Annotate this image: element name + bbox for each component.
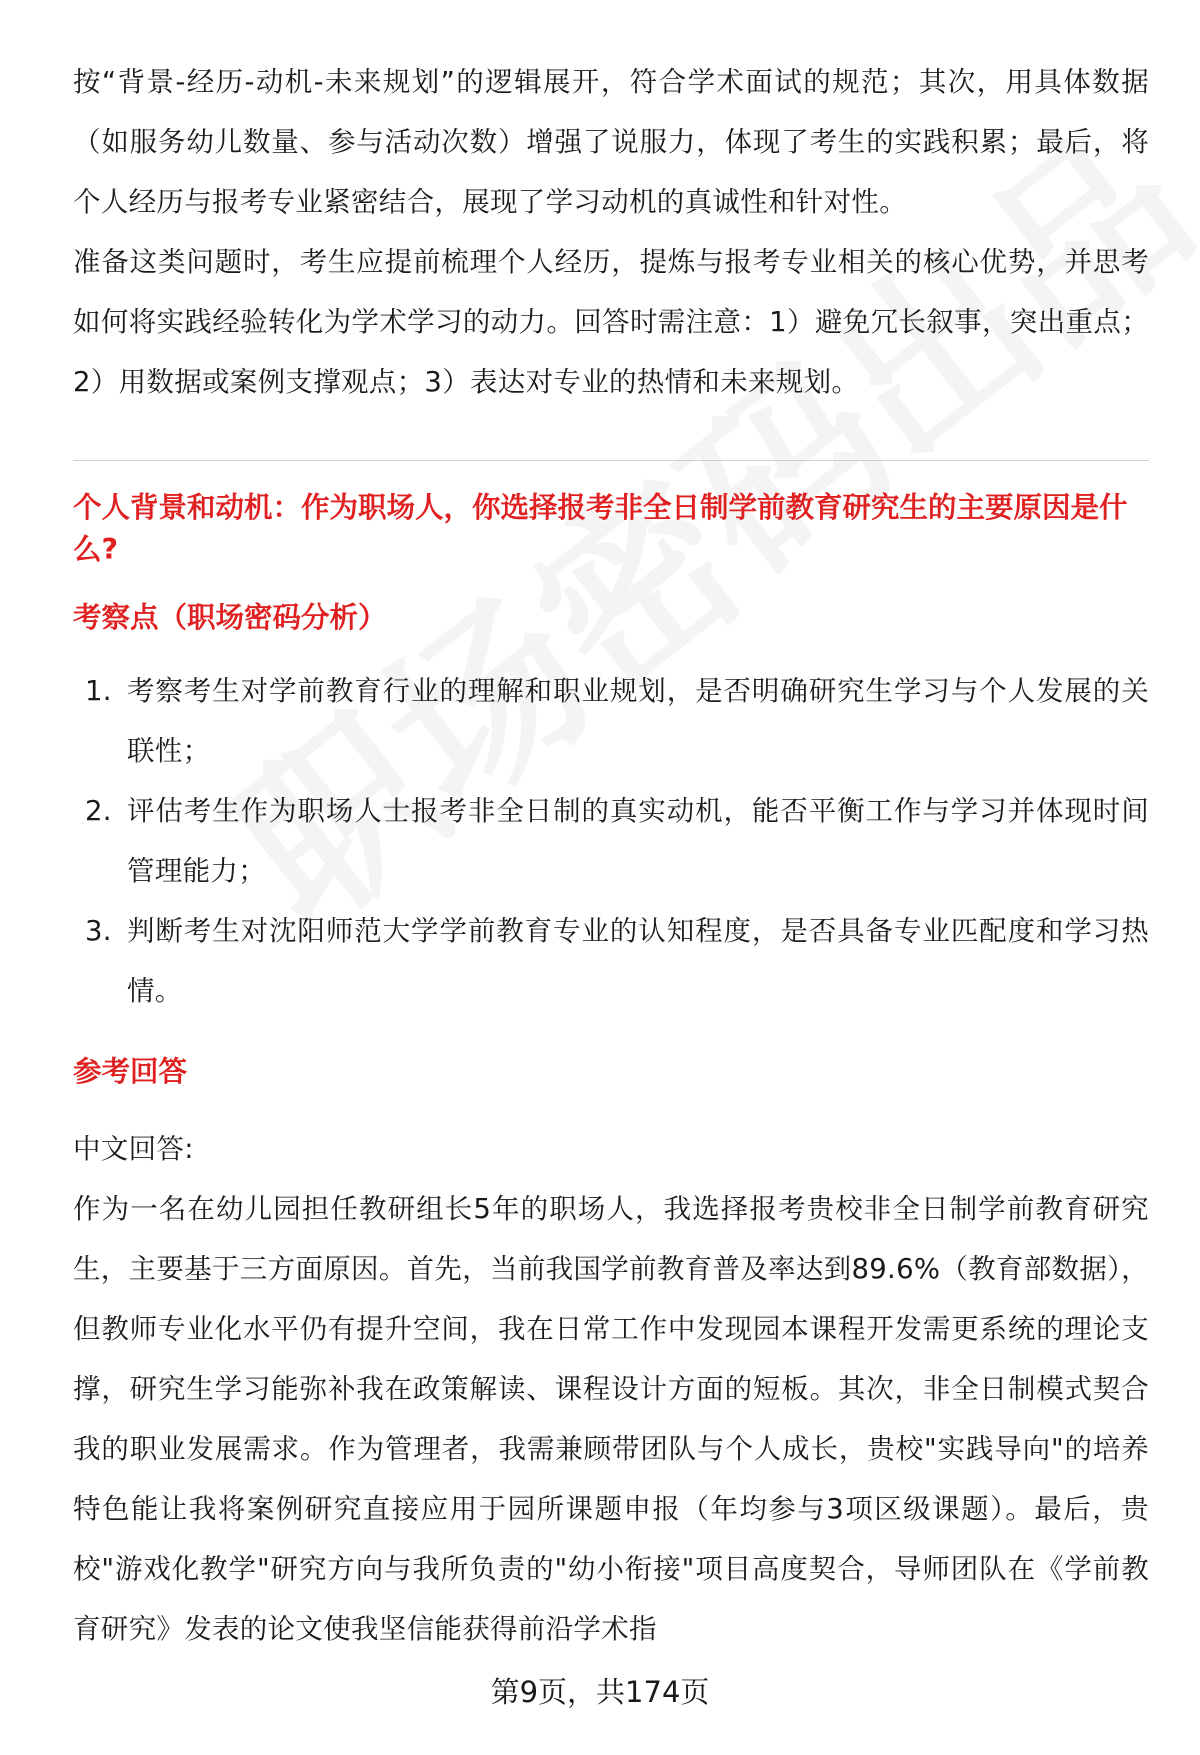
- section-divider: [73, 460, 1149, 461]
- answer-title: 参考回答: [73, 1055, 188, 1088]
- question-heading: 个人背景和动机：作为职场人，你选择报考非全日制学前教育研究生的主要原因是什么?: [73, 491, 1128, 566]
- intro-paragraph-2: 准备这类问题时，考生应提前梳理个人经历，提炼与报考专业相关的核心优势，并思考如何将实践经验转化为学术学习的动力。回答时需注意：1）避免冗长叙事，突出重点；2）用数据或案例支撑观点；3）表达对专业的热情和未来规划。: [73, 246, 1149, 398]
- list-text: 判断考生对沈阳师范大学学前教育专业的认知程度，是否具备专业匹配度和学习热情。: [127, 915, 1149, 1007]
- intro-paragraph-1: 按“背景-经历-动机-未来规划”的逻辑展开，符合学术面试的规范；其次，用具体数据（如服务幼儿数量、参与活动次数）增强了说服力，体现了考生的实践积累；最后，将个人经历与报考专业紧密结合，展现了学习动机的真诚性和针对性。: [73, 66, 1149, 218]
- document-page: [73, 52, 1149, 1659]
- list-text: 考察考生对学前教育行业的理解和职业规划，是否明确研究生学习与个人发展的关联性；: [127, 675, 1149, 767]
- list-item: [73, 661, 1149, 781]
- list-text: 评估考生作为职场人士报考非全日制的真实动机，能否平衡工作与学习并体现时间管理能力；: [127, 795, 1149, 887]
- list-item: [73, 901, 1149, 1021]
- focus-list: [73, 661, 1149, 1021]
- answer-body: 作为一名在幼儿园担任教研组长5年的职场人，我选择报考贵校非全日制学前教育研究生，主要基于三方面原因。首先，当前我国学前教育普及率达到89.6%（教育部数据），但教师专业化水平仍有提升空间，我在日常工作中发现园本课程开发需更系统的理论支撑，研究生学习能弥补我在政策解读、课程设计方面的短板。其次，非全日制模式契合我的职业发展需求。作为管理者，我需兼顾带团队与个人成长，贵校"实践导向"的培养特色能让我将案例研究直接应用于园所课题申报（年均参与3项区级课题）。最后，贵校"游戏化教学"研究方向与我所负责的"幼小衔接"项目高度契合，导师团队在《学前教育研究》发表的论文使我坚信能获得前沿学术指: [73, 1193, 1149, 1645]
- list-number: 1.: [85, 675, 112, 707]
- focus-title: 考察点（职场密码分析）: [73, 601, 387, 634]
- answer-label: 中文回答:: [73, 1133, 194, 1165]
- page-footer: 第9页，共174页: [490, 1675, 710, 1709]
- list-number: 3.: [85, 915, 112, 947]
- list-number: 2.: [85, 795, 112, 827]
- list-item: [73, 781, 1149, 901]
